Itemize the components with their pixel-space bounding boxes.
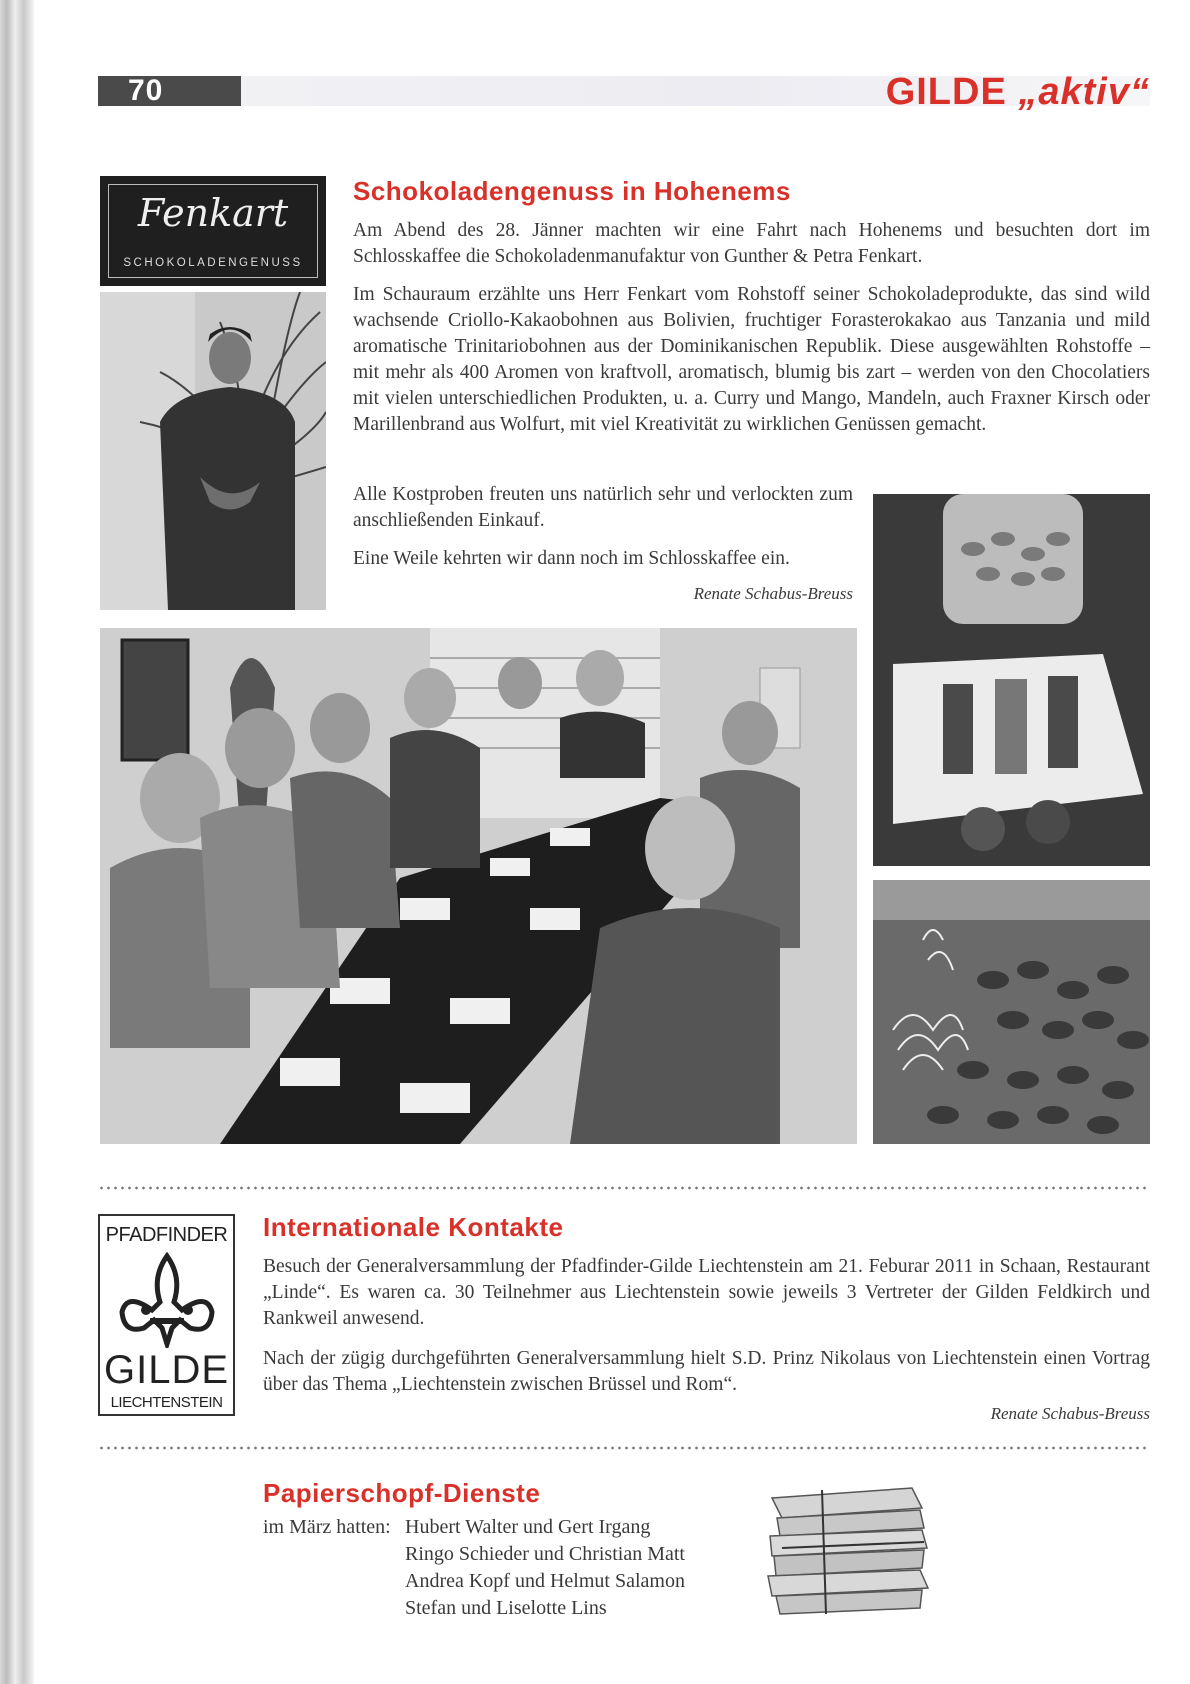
duty-list [405, 1514, 685, 1622]
article2-title: Internationale Kontakte [263, 1212, 564, 1242]
duty-list-item: Ringo Schieder und Christian Matt [405, 1543, 685, 1565]
fleur-de-lis-icon [112, 1252, 222, 1348]
header-title-main: GILDE [885, 71, 1007, 113]
pfadfinder-logo-gilde: GILDE [103, 1348, 230, 1392]
group-photo [100, 628, 857, 1144]
chocolatier-photo-image [100, 292, 326, 610]
article2-paragraph-1: Besuch der Generalversammlung der Pfadfinder-Gilde Liechtenstein am 21. Feburar 2011 in Schaan, Restaurant „Linde“. Es waren ca. 30 Teilnehmer aus Liechtenstein sowie jeweils 3 Vertreter der Gilden Feldkirch und Rankweil anwesend. [263, 1256, 1150, 1329]
article1-signature: Renate Schabus-Breuss [693, 584, 853, 603]
duty-list-item: Andrea Kopf und Helmut Salamon [405, 1570, 685, 1592]
chocolate-bars-photo-image [873, 494, 1150, 866]
article2-signature: Renate Schabus-Breuss [990, 1404, 1150, 1423]
cacao-beans-photo-image [873, 880, 1150, 1144]
article1-paragraph-2: Im Schauraum erzählte uns Herr Fenkart vom Rohstoff seiner Schokoladeprodukte, das sind wild wachsende Criollo-Kakaobohnen aus Bolivien, fruchtiger Forasterokakao aus Tanzania und mild aromatische Trinitariobohnen aus der Dominikanischen Republik. Diese ausgewählten Rohstoffe – mit mehr als 400 Aromen von kraftvoll, aromatisch, blumig bis zart – werden von den Chocolatiers mit vielen unterschiedlichen Produkten, u. a. Curry und Mango, Mandeln, auch Fraxner Kirsch oder Marillenbrand aus Wolfurt, mit viel Kreativität zu wirklichen Genüssen gemacht. [353, 284, 1150, 435]
section-divider-2 [98, 1446, 1150, 1450]
article1-paragraph-4: Eine Weile kehrten wir dann noch im Schlosskaffee ein. [353, 548, 790, 569]
duty-list-item: Hubert Walter und Gert Irgang [405, 1516, 651, 1538]
chocolate-bars-photo [873, 494, 1150, 866]
fenkart-logo-subtitle: SCHOKOLADENGENUSS [123, 257, 303, 269]
binding-edge [0, 0, 34, 1684]
fenkart-logo [100, 176, 326, 286]
duty-label: im März hatten: [263, 1516, 391, 1538]
article1-paragraph-1: Am Abend des 28. Jänner machten wir eine Fahrt nach Hohenems und besuchten dort im Schlosskaffee die Schokoladenmanufaktur von Gunther & Petra Fenkart. [353, 220, 1150, 267]
cacao-beans-photo [873, 880, 1150, 1144]
section-divider-1 [98, 1186, 1150, 1190]
article1-paragraph-3: Alle Kostproben freuten uns natürlich sehr und verlockten zum anschließenden Einkauf. [353, 484, 853, 531]
header-title-italic: „aktiv“ [1018, 71, 1150, 113]
group-photo-image [100, 628, 857, 1144]
article2-paragraph-2: Nach der zügig durchgeführten Generalversammlung hielt S.D. Prinz Nikolaus von Liechtenstein einen Vortrag über das Thema „Liechtenstein zwischen Brüssel und Rom“. [263, 1348, 1150, 1395]
article1-title: Schokoladengenuss in Hohenems [353, 176, 791, 206]
article3-title: Papierschopf-Dienste [263, 1478, 541, 1508]
newspaper-stack-icon [762, 1478, 932, 1618]
pfadfinder-logo-bottom: LIECHTENSTEIN [110, 1394, 223, 1411]
page-number: 70 [98, 76, 241, 106]
pfadfinder-gilde-logo [98, 1214, 235, 1416]
fenkart-logo-script: Fenkart [137, 191, 289, 235]
duty-list-item: Stefan und Liselotte Lins [405, 1597, 607, 1619]
chocolatier-photo [100, 292, 326, 610]
header-title [886, 70, 1150, 114]
pfadfinder-logo-top: PFADFINDER [105, 1224, 228, 1246]
newspaper-stack-image [762, 1478, 932, 1618]
